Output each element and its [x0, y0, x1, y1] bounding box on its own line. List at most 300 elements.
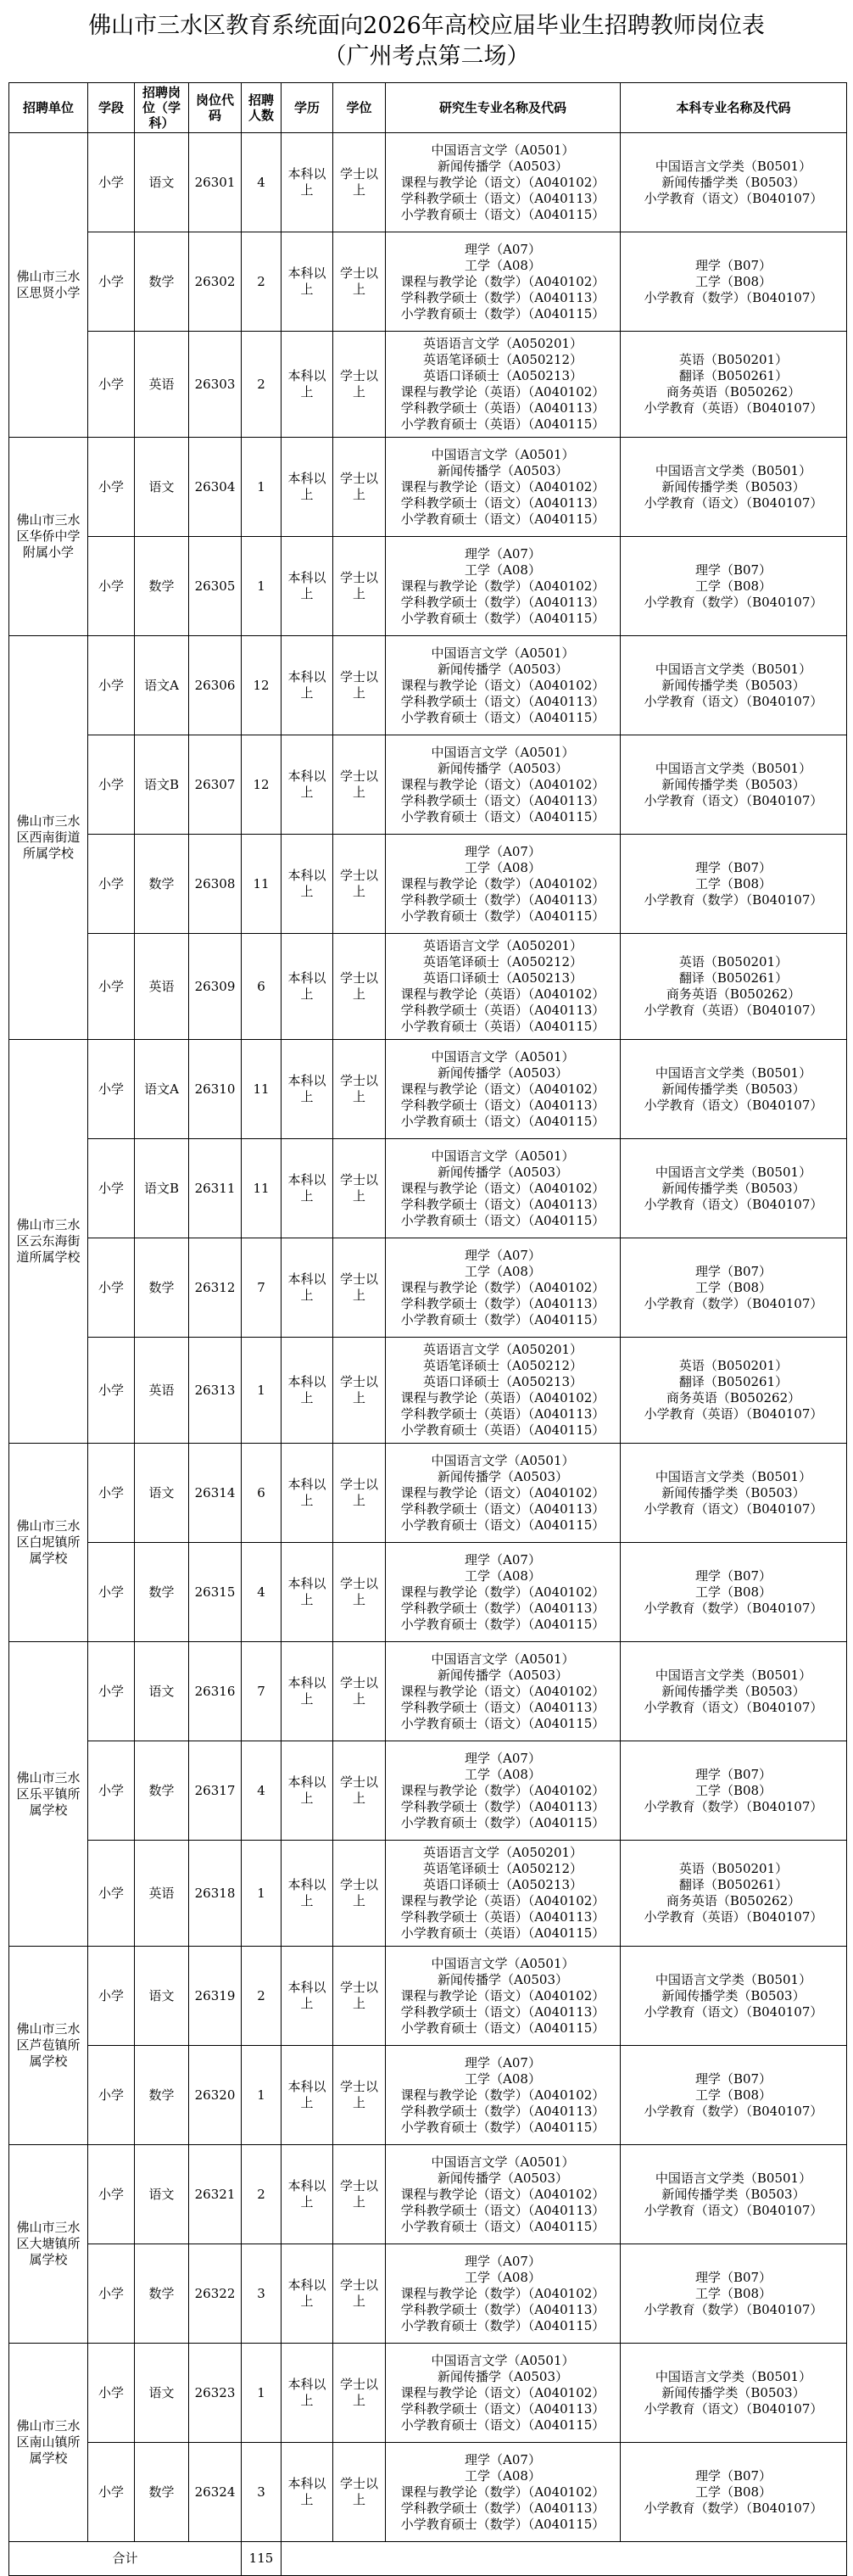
education-cell: 本科以上	[282, 2145, 333, 2244]
major-line: 学科教学硕士（数学）（A040113）	[400, 2500, 605, 2516]
position-code-cell: 26305	[189, 537, 242, 636]
position-code-cell: 26309	[189, 934, 242, 1040]
stage-cell: 小学	[88, 537, 135, 636]
major-line: 翻译（B050261）	[678, 1374, 789, 1389]
position-code-cell: 26306	[189, 636, 242, 735]
major-line: 小学教育（数学）（B040107）	[644, 289, 823, 305]
major-line: 中国语言文学（A0501）	[431, 1651, 575, 1667]
major-line: 工学（A08）	[465, 1263, 541, 1279]
major-line: 课程与教学论（语文）（A040102）	[400, 1180, 605, 1196]
position-code-cell: 26317	[189, 1741, 242, 1841]
header-count: 招聘人数	[242, 83, 282, 133]
stage-cell: 小学	[88, 1139, 135, 1238]
degree-cell: 学士以上	[333, 735, 386, 835]
major-line: 理学（A07）	[465, 2253, 541, 2269]
stage-cell: 小学	[88, 1444, 135, 1543]
position-code-cell: 26314	[189, 1444, 242, 1543]
graduate-majors-cell	[386, 332, 621, 438]
table-header-row	[9, 83, 847, 133]
major-line: 小学教育（语文）（B040107）	[644, 2003, 823, 2020]
major-line: 新闻传播学（A0503）	[437, 1064, 568, 1081]
recruiting-unit-cell: 佛山市三水区白坭镇所属学校	[9, 1444, 88, 1642]
total-label: 合计	[9, 2542, 242, 2576]
stage-cell: 小学	[88, 735, 135, 835]
stage-cell: 小学	[88, 1741, 135, 1841]
subject-cell: 数学	[135, 1238, 189, 1338]
graduate-majors-cell	[386, 1338, 621, 1444]
major-line: 工学（B08）	[694, 1279, 772, 1295]
headcount-cell: 1	[242, 438, 282, 537]
major-line: 小学教育（语文）（B040107）	[644, 2202, 823, 2218]
education-cell: 本科以上	[282, 2244, 333, 2344]
major-line: 学科教学硕士（数学）（A040113）	[400, 891, 605, 908]
header-stage: 学段	[88, 83, 135, 133]
table-body	[9, 133, 847, 2576]
undergraduate-majors-cell	[621, 537, 847, 636]
education-cell: 本科以上	[282, 735, 333, 835]
recruiting-unit-cell: 佛山市三水区大塘镇所属学校	[9, 2145, 88, 2344]
major-line: 英语语言文学（A050201）	[422, 938, 583, 953]
major-line: 工学（B08）	[694, 875, 772, 891]
major-line: 学科教学硕士（语文）（A040113）	[400, 693, 605, 709]
major-line: 学科教学硕士（数学）（A040113）	[400, 2301, 605, 2317]
position-code-cell: 26301	[189, 133, 242, 232]
major-line: 小学教育硕士（语文）（A040115）	[400, 808, 605, 824]
major-line: 英语口译硕士（A050213）	[422, 1374, 583, 1389]
undergraduate-majors-cell	[621, 636, 847, 735]
subject-cell: 数学	[135, 232, 189, 332]
headcount-cell: 3	[242, 2443, 282, 2542]
subject-cell: 语文	[135, 2344, 189, 2443]
major-line: 小学教育（语文）（B040107）	[644, 2400, 823, 2417]
major-line: 理学（B07）	[694, 1263, 772, 1279]
major-line: 新闻传播学（A0503）	[437, 158, 568, 174]
graduate-majors-cell	[386, 232, 621, 332]
major-line: 新闻传播学类（B0503）	[661, 776, 806, 792]
major-line: 课程与教学论（语文）（A040102）	[400, 1987, 605, 2003]
major-line: 小学教育硕士（语文）（A040115）	[400, 511, 605, 527]
stage-cell: 小学	[88, 1238, 135, 1338]
subject-cell: 英语	[135, 1338, 189, 1444]
positions-table	[8, 82, 847, 2576]
major-line: 小学教育硕士（数学）（A040115）	[400, 2119, 605, 2135]
undergraduate-majors-cell	[621, 1139, 847, 1238]
table-row	[9, 2344, 847, 2443]
major-line: 学科教学硕士（数学）（A040113）	[400, 289, 605, 305]
education-cell: 本科以上	[282, 1642, 333, 1741]
graduate-majors-cell	[386, 537, 621, 636]
graduate-majors-cell	[386, 133, 621, 232]
stage-cell: 小学	[88, 934, 135, 1040]
major-line: 小学教育（语文）（B040107）	[644, 190, 823, 206]
degree-cell: 学士以上	[333, 1543, 386, 1642]
table-row	[9, 1741, 847, 1841]
graduate-majors-cell	[386, 1841, 621, 1947]
major-line: 小学教育（数学）（B040107）	[644, 594, 823, 610]
table-row	[9, 835, 847, 934]
major-line: 课程与教学论（语文）（A040102）	[400, 2186, 605, 2202]
headcount-cell: 12	[242, 636, 282, 735]
major-line: 中国语言文学（A0501）	[431, 1955, 575, 1971]
graduate-majors-cell	[386, 438, 621, 537]
major-line: 学科教学硕士（语文）（A040113）	[400, 2003, 605, 2020]
headcount-cell: 2	[242, 232, 282, 332]
major-line: 中国语言文学类（B0501）	[655, 1064, 812, 1081]
degree-cell: 学士以上	[333, 438, 386, 537]
stage-cell: 小学	[88, 232, 135, 332]
graduate-majors-cell	[386, 735, 621, 835]
major-line: 课程与教学论（英语）（A040102）	[400, 1390, 605, 1405]
major-line: 英语笔译硕士（A050212）	[422, 1861, 583, 1876]
major-line: 商务英语（B050262）	[666, 986, 801, 1002]
headcount-cell: 4	[242, 1741, 282, 1841]
major-line: 商务英语（B050262）	[666, 1893, 801, 1908]
undergraduate-majors-cell	[621, 735, 847, 835]
major-line: 英语笔译硕士（A050212）	[422, 352, 583, 367]
recruiting-unit-cell: 佛山市三水区西南街道所属学校	[9, 636, 88, 1040]
headcount-cell: 3	[242, 2244, 282, 2344]
graduate-majors-cell	[386, 2244, 621, 2344]
graduate-majors-cell	[386, 1543, 621, 1642]
major-line: 小学教育硕士（数学）（A040115）	[400, 1616, 605, 1632]
major-line: 英语（B050201）	[678, 1358, 789, 1373]
major-line: 小学教育（语文）（B040107）	[644, 1500, 823, 1517]
headcount-cell: 4	[242, 133, 282, 232]
degree-cell: 学士以上	[333, 133, 386, 232]
major-line: 英语语言文学（A050201）	[422, 1845, 583, 1860]
subject-cell: 语文	[135, 1444, 189, 1543]
headcount-cell: 4	[242, 1543, 282, 1642]
header-education: 学历	[282, 83, 333, 133]
major-line: 课程与教学论（数学）（A040102）	[400, 578, 605, 594]
headcount-cell: 2	[242, 1947, 282, 2046]
major-line: 小学教育硕士（语文）（A040115）	[400, 1113, 605, 1129]
table-row	[9, 1841, 847, 1947]
recruiting-unit-cell: 佛山市三水区芦苞镇所属学校	[9, 1947, 88, 2145]
position-code-cell: 26323	[189, 2344, 242, 2443]
major-line: 英语（B050201）	[678, 954, 789, 969]
major-line: 理学（B07）	[694, 2467, 772, 2484]
total-value: 115	[242, 2542, 282, 2576]
degree-cell: 学士以上	[333, 332, 386, 438]
headcount-cell: 6	[242, 1444, 282, 1543]
degree-cell: 学士以上	[333, 1741, 386, 1841]
education-cell: 本科以上	[282, 133, 333, 232]
major-line: 学科教学硕士（语文）（A040113）	[400, 792, 605, 808]
major-line: 小学教育硕士（语文）（A040115）	[400, 1715, 605, 1731]
major-line: 英语笔译硕士（A050212）	[422, 1358, 583, 1373]
education-cell: 本科以上	[282, 1543, 333, 1642]
major-line: 理学（A07）	[465, 1750, 541, 1766]
subject-cell: 语文A	[135, 1040, 189, 1139]
undergraduate-majors-cell	[621, 2344, 847, 2443]
major-line: 理学（B07）	[694, 2269, 772, 2285]
major-line: 理学（B07）	[694, 859, 772, 875]
major-line: 小学教育硕士（语文）（A040115）	[400, 206, 605, 222]
major-line: 小学教育（数学）（B040107）	[644, 1798, 823, 1814]
major-line: 中国语言文学（A0501）	[431, 1452, 575, 1468]
subject-cell: 英语	[135, 1841, 189, 1947]
major-line: 学科教学硕士（语文）（A040113）	[400, 1500, 605, 1517]
position-code-cell: 26315	[189, 1543, 242, 1642]
position-code-cell: 26303	[189, 332, 242, 438]
major-line: 新闻传播学（A0503）	[437, 462, 568, 478]
major-line: 工学（B08）	[694, 2087, 772, 2103]
major-line: 理学（A07）	[465, 1247, 541, 1263]
major-line: 小学教育（语文）（B040107）	[644, 1097, 823, 1113]
position-code-cell: 26308	[189, 835, 242, 934]
major-line: 翻译（B050261）	[678, 1877, 789, 1892]
position-code-cell: 26313	[189, 1338, 242, 1444]
major-line: 小学教育（数学）（B040107）	[644, 1295, 823, 1311]
total-row	[9, 2542, 847, 2576]
major-line: 工学（B08）	[694, 578, 772, 594]
major-line: 小学教育硕士（数学）（A040115）	[400, 305, 605, 321]
graduate-majors-cell	[386, 1642, 621, 1741]
major-line: 小学教育硕士（数学）（A040115）	[400, 1814, 605, 1830]
subject-cell: 数学	[135, 835, 189, 934]
table-row	[9, 1139, 847, 1238]
header-subject: 招聘岗位（学科）	[135, 83, 189, 133]
major-line: 中国语言文学（A0501）	[431, 1148, 575, 1164]
stage-cell: 小学	[88, 835, 135, 934]
degree-cell: 学士以上	[333, 537, 386, 636]
major-line: 英语（B050201）	[678, 1861, 789, 1876]
degree-cell: 学士以上	[333, 1444, 386, 1543]
major-line: 中国语言文学类（B0501）	[655, 1468, 812, 1484]
major-line: 课程与教学论（英语）（A040102）	[400, 986, 605, 1002]
degree-cell: 学士以上	[333, 1947, 386, 2046]
major-line: 中国语言文学类（B0501）	[655, 2170, 812, 2186]
major-line: 小学教育硕士（语文）（A040115）	[400, 2020, 605, 2036]
position-code-cell: 26307	[189, 735, 242, 835]
table-row	[9, 1642, 847, 1741]
major-line: 新闻传播学（A0503）	[437, 2368, 568, 2384]
degree-cell: 学士以上	[333, 1338, 386, 1444]
table-row	[9, 537, 847, 636]
stage-cell: 小学	[88, 133, 135, 232]
degree-cell: 学士以上	[333, 2244, 386, 2344]
major-line: 新闻传播学类（B0503）	[661, 478, 806, 495]
major-line: 课程与教学论（数学）（A040102）	[400, 2484, 605, 2500]
major-line: 学科教学硕士（英语）（A040113）	[400, 1909, 605, 1925]
major-line: 中国语言文学类（B0501）	[655, 462, 812, 478]
major-line: 课程与教学论（数学）（A040102）	[400, 2285, 605, 2301]
major-line: 课程与教学论（语文）（A040102）	[400, 776, 605, 792]
position-code-cell: 26310	[189, 1040, 242, 1139]
major-line: 理学（A07）	[465, 241, 541, 257]
major-line: 理学（A07）	[465, 2451, 541, 2467]
major-line: 新闻传播学类（B0503）	[661, 677, 806, 693]
position-code-cell: 26324	[189, 2443, 242, 2542]
major-line: 小学教育硕士（语文）（A040115）	[400, 2218, 605, 2234]
major-line: 小学教育（语文）（B040107）	[644, 1699, 823, 1715]
major-line: 小学教育（语文）（B040107）	[644, 1196, 823, 1212]
major-line: 小学教育硕士（英语）（A040115）	[400, 1019, 605, 1034]
major-line: 英语口译硕士（A050213）	[422, 1877, 583, 1892]
graduate-majors-cell	[386, 2443, 621, 2542]
major-line: 小学教育硕士（英语）（A040115）	[400, 416, 605, 432]
stage-cell: 小学	[88, 1338, 135, 1444]
major-line: 理学（B07）	[694, 2070, 772, 2087]
major-line: 中国语言文学（A0501）	[431, 142, 575, 158]
table-row	[9, 133, 847, 232]
major-line: 英语口译硕士（A050213）	[422, 368, 583, 383]
education-cell: 本科以上	[282, 332, 333, 438]
major-line: 小学教育（数学）（B040107）	[644, 2301, 823, 2317]
major-line: 工学（B08）	[694, 1782, 772, 1798]
table-row	[9, 1238, 847, 1338]
major-line: 工学（A08）	[465, 1567, 541, 1584]
major-line: 中国语言文学（A0501）	[431, 446, 575, 462]
subject-cell: 语文	[135, 438, 189, 537]
major-line: 新闻传播学类（B0503）	[661, 2384, 806, 2400]
degree-cell: 学士以上	[333, 1238, 386, 1338]
major-line: 理学（B07）	[694, 1567, 772, 1584]
major-line: 工学（A08）	[465, 1766, 541, 1782]
major-line: 中国语言文学（A0501）	[431, 645, 575, 661]
major-line: 学科教学硕士（英语）（A040113）	[400, 400, 605, 416]
major-line: 学科教学硕士（英语）（A040113）	[400, 1003, 605, 1018]
subject-cell: 语文B	[135, 735, 189, 835]
major-line: 中国语言文学类（B0501）	[655, 1971, 812, 1987]
major-line: 课程与教学论（英语）（A040102）	[400, 1893, 605, 1908]
major-line: 学科教学硕士（数学）（A040113）	[400, 1600, 605, 1616]
major-line: 商务英语（B050262）	[666, 384, 801, 400]
stage-cell: 小学	[88, 332, 135, 438]
subject-cell: 数学	[135, 1741, 189, 1841]
major-line: 新闻传播学（A0503）	[437, 1667, 568, 1683]
major-line: 工学（B08）	[694, 273, 772, 289]
major-line: 课程与教学论（数学）（A040102）	[400, 1782, 605, 1798]
degree-cell: 学士以上	[333, 1642, 386, 1741]
major-line: 工学（A08）	[465, 2467, 541, 2484]
header-degree: 学位	[333, 83, 386, 133]
subject-cell: 语文	[135, 1947, 189, 2046]
stage-cell: 小学	[88, 2145, 135, 2244]
major-line: 学科教学硕士（语文）（A040113）	[400, 2202, 605, 2218]
recruiting-unit-cell: 佛山市三水区华侨中学附属小学	[9, 438, 88, 636]
major-line: 小学教育（数学）（B040107）	[644, 2103, 823, 2119]
major-line: 学科教学硕士（数学）（A040113）	[400, 2103, 605, 2119]
major-line: 小学教育（数学）（B040107）	[644, 891, 823, 908]
major-line: 中国语言文学类（B0501）	[655, 1164, 812, 1180]
undergraduate-majors-cell	[621, 835, 847, 934]
major-line: 小学教育（数学）（B040107）	[644, 2500, 823, 2516]
major-line: 小学教育硕士（语文）（A040115）	[400, 2417, 605, 2433]
major-line: 英语（B050201）	[678, 352, 789, 367]
major-line: 小学教育（英语）（B040107）	[644, 1406, 823, 1422]
major-line: 课程与教学论（语文）（A040102）	[400, 478, 605, 495]
major-line: 课程与教学论（数学）（A040102）	[400, 1584, 605, 1600]
education-cell: 本科以上	[282, 1139, 333, 1238]
education-cell: 本科以上	[282, 1444, 333, 1543]
stage-cell: 小学	[88, 1543, 135, 1642]
major-line: 学科教学硕士（数学）（A040113）	[400, 1295, 605, 1311]
major-line: 新闻传播学（A0503）	[437, 1164, 568, 1180]
major-line: 英语语言文学（A050201）	[422, 1342, 583, 1357]
major-line: 中国语言文学类（B0501）	[655, 1667, 812, 1683]
undergraduate-majors-cell	[621, 1841, 847, 1947]
major-line: 英语笔译硕士（A050212）	[422, 954, 583, 969]
major-line: 学科教学硕士（语文）（A040113）	[400, 2400, 605, 2417]
table-row	[9, 934, 847, 1040]
education-cell: 本科以上	[282, 1841, 333, 1947]
subject-cell: 语文A	[135, 636, 189, 735]
major-line: 小学教育硕士（英语）（A040115）	[400, 1925, 605, 1941]
undergraduate-majors-cell	[621, 1444, 847, 1543]
graduate-majors-cell	[386, 1238, 621, 1338]
major-line: 小学教育硕士（数学）（A040115）	[400, 908, 605, 924]
recruiting-unit-cell: 佛山市三水区云东海街道所属学校	[9, 1040, 88, 1444]
table-row	[9, 2443, 847, 2542]
headcount-cell: 1	[242, 2046, 282, 2145]
stage-cell: 小学	[88, 2443, 135, 2542]
undergraduate-majors-cell	[621, 1741, 847, 1841]
header-code: 岗位代码	[189, 83, 242, 133]
position-code-cell: 26316	[189, 1642, 242, 1741]
major-line: 理学（B07）	[694, 1766, 772, 1782]
major-line: 工学（B08）	[694, 2285, 772, 2301]
degree-cell: 学士以上	[333, 835, 386, 934]
major-line: 新闻传播学类（B0503）	[661, 174, 806, 190]
degree-cell: 学士以上	[333, 636, 386, 735]
graduate-majors-cell	[386, 2145, 621, 2244]
undergraduate-majors-cell	[621, 438, 847, 537]
stage-cell: 小学	[88, 636, 135, 735]
position-code-cell: 26319	[189, 1947, 242, 2046]
stage-cell: 小学	[88, 2344, 135, 2443]
undergraduate-majors-cell	[621, 332, 847, 438]
major-line: 小学教育硕士（数学）（A040115）	[400, 1311, 605, 1327]
major-line: 中国语言文学（A0501）	[431, 1048, 575, 1064]
recruiting-unit-cell: 佛山市三水区思贤小学	[9, 133, 88, 438]
degree-cell: 学士以上	[333, 1841, 386, 1947]
major-line: 中国语言文学类（B0501）	[655, 2368, 812, 2384]
education-cell: 本科以上	[282, 232, 333, 332]
major-line: 理学（A07）	[465, 1551, 541, 1567]
education-cell: 本科以上	[282, 438, 333, 537]
major-line: 学科教学硕士（语文）（A040113）	[400, 1196, 605, 1212]
position-code-cell: 26320	[189, 2046, 242, 2145]
undergraduate-majors-cell	[621, 1947, 847, 2046]
major-line: 工学（A08）	[465, 257, 541, 273]
table-row	[9, 1444, 847, 1543]
position-code-cell: 26311	[189, 1139, 242, 1238]
major-line: 课程与教学论（数学）（A040102）	[400, 1279, 605, 1295]
major-line: 工学（A08）	[465, 2269, 541, 2285]
graduate-majors-cell	[386, 1139, 621, 1238]
table-row	[9, 1947, 847, 2046]
major-line: 中国语言文学类（B0501）	[655, 661, 812, 677]
undergraduate-majors-cell	[621, 2244, 847, 2344]
position-code-cell: 26312	[189, 1238, 242, 1338]
degree-cell: 学士以上	[333, 2046, 386, 2145]
education-cell: 本科以上	[282, 1338, 333, 1444]
education-cell: 本科以上	[282, 2344, 333, 2443]
degree-cell: 学士以上	[333, 2443, 386, 2542]
education-cell: 本科以上	[282, 636, 333, 735]
major-line: 新闻传播学（A0503）	[437, 1468, 568, 1484]
major-line: 新闻传播学类（B0503）	[661, 1081, 806, 1097]
major-line: 工学（A08）	[465, 2070, 541, 2087]
degree-cell: 学士以上	[333, 2344, 386, 2443]
stage-cell: 小学	[88, 438, 135, 537]
major-line: 新闻传播学（A0503）	[437, 2170, 568, 2186]
table-row	[9, 2145, 847, 2244]
graduate-majors-cell	[386, 934, 621, 1040]
position-code-cell: 26304	[189, 438, 242, 537]
